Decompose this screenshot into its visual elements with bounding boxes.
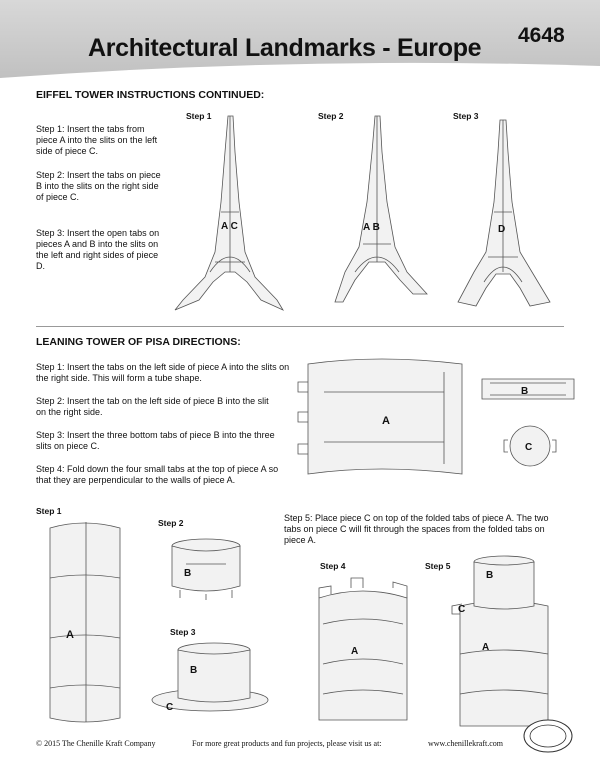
pisa-flat-c-letter: C <box>525 442 533 453</box>
pisa-piece-b-figure <box>476 373 580 405</box>
pisa-piece-c-figure <box>502 420 558 472</box>
eiffel-step3-letters: D <box>498 224 506 235</box>
product-code: 4648 <box>518 24 565 47</box>
pisa-step2-label: Step 2 <box>158 518 184 528</box>
pisa-heading: LEANING TOWER OF PISA DIRECTIONS: <box>36 336 241 348</box>
pisa-step5-b-letter: B <box>486 570 494 581</box>
eiffel-step1-figure <box>165 112 295 317</box>
eiffel-step1-letters: A C <box>221 221 238 232</box>
section-divider <box>36 326 564 327</box>
eiffel-heading: EIFFEL TOWER INSTRUCTIONS CONTINUED: <box>36 89 265 101</box>
eiffel-instruction-2: Step 2: Insert the tabs on piece B into the slits on the right side of piece C. <box>36 170 161 202</box>
pisa-step3-figure <box>150 640 272 718</box>
pisa-step1-letter: A <box>66 629 74 641</box>
eiffel-step2-label: Step 2 <box>318 111 344 121</box>
pisa-step5-figure <box>448 554 558 728</box>
pisa-instruction-4: Step 4: Fold down the four small tabs at the top of piece A so that they are perpendicular to the walls of piece A. <box>36 464 279 485</box>
page-title: Architectural Landmarks - Europe <box>88 34 482 62</box>
pisa-step5-c-letter: C <box>458 604 466 615</box>
eiffel-instruction-1: Step 1: Insert the tabs from piece A into the slits on the left side of piece C. <box>36 124 158 156</box>
eiffel-step2-figure <box>315 112 440 317</box>
pisa-instruction-5: Step 5: Place piece C on top of the folded tabs of piece A. The two tabs on piece C will fit through the spaces from the folded tabs on piece A. <box>284 513 549 545</box>
pisa-step3-b-letter: B <box>190 665 198 676</box>
pisa-step1-label: Step 1 <box>36 506 62 516</box>
footer-url[interactable]: www.chenillekraft.com <box>428 739 504 748</box>
chenille-kraft-logo <box>522 716 574 756</box>
pisa-piece-a-figure <box>294 352 474 484</box>
eiffel-step3-label: Step 3 <box>453 111 479 121</box>
pisa-step4-letter: A <box>351 646 359 657</box>
pisa-step3-label: Step 3 <box>170 627 196 637</box>
pisa-instruction-3: Step 3: Insert the three bottom tabs of piece B into the three slits on piece C. <box>36 430 275 451</box>
eiffel-step3-figure <box>440 112 570 317</box>
pisa-step1-figure <box>44 518 126 728</box>
pisa-step4-figure <box>313 574 413 724</box>
pisa-flat-a-letter: A <box>382 415 390 427</box>
pisa-step2-letter: B <box>184 568 192 579</box>
eiffel-step2-letters: A B <box>363 222 380 233</box>
pisa-step3-c-letter: C <box>166 702 174 713</box>
pisa-flat-b-letter: B <box>521 386 529 397</box>
eiffel-instruction-3: Step 3: Insert the open tabs on pieces A and B into the slits on the left and right sides of piece D. <box>36 228 160 271</box>
footer-promo: For more great products and fun projects, please visit us at: <box>192 739 382 748</box>
pisa-step5-a-letter: A <box>482 642 490 653</box>
pisa-step4-label: Step 4 <box>320 561 346 571</box>
pisa-instruction-1: Step 1: Insert the tabs on the left side of piece A into the slits on the right side. This will form a tube shape. <box>36 362 290 383</box>
footer-copyright: © 2015 The Chenille Kraft Company <box>36 739 156 748</box>
pisa-step5-label: Step 5 <box>425 561 451 571</box>
eiffel-step1-label: Step 1 <box>186 111 212 121</box>
pisa-instruction-2: Step 2: Insert the tab on the left side of piece B into the slit on the right side. <box>36 396 269 417</box>
pisa-step2-figure <box>166 534 246 604</box>
